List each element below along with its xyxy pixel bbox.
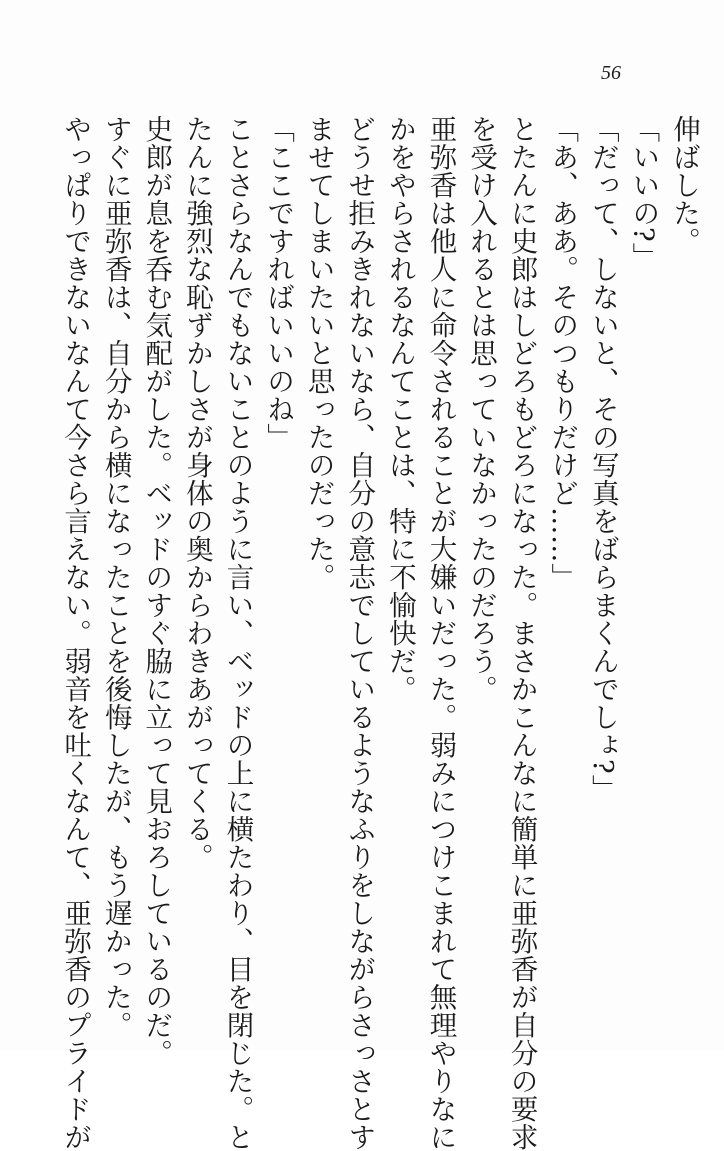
text-line: 伸ばした。	[668, 115, 700, 255]
text-line: ませてしまいたいと思ったのだった。	[302, 115, 335, 591]
text-line: とたんに史郎はしどろもどろになった。まさかこんなに簡単に亜弥香が自分の要求	[505, 115, 538, 1151]
page-number: 56	[601, 62, 621, 84]
text-line: 「だって、しないと、その写真をばらまくんでしょ?」	[586, 115, 619, 803]
vertical-text-body	[55, 115, 705, 1151]
text-line: かをやらされるなんてことは、特に不愉快だ。	[383, 115, 416, 703]
text-line: 「ここですればいいのね」	[262, 115, 295, 451]
text-line: すぐに亜弥香は、自分から横になったことを後悔したが、もう遅かった。	[99, 115, 132, 1039]
text-line: 史郎が息を呑む気配がした。ベッドのすぐ脇に立って見おろしているのだ。	[140, 115, 173, 1067]
text-line: ことさらなんでもないことのように言い、ベッドの上に横たわり、目を閉じた。と	[221, 115, 254, 1151]
text-line: やっぱりできないなんて今さら言えない。弱音を吐くなんて、亜弥香のプライドが	[59, 115, 92, 1151]
text-line: 「いいの?」	[627, 115, 660, 271]
text-line: 「あ、ああ。そのつもりだけど……」	[546, 115, 579, 591]
text-line: どうせ拒みきれないなら、自分の意志でしているようなふりをしながらさっさとす	[343, 115, 376, 1151]
text-line: たんに強烈な恥ずかしさが身体の奥からわきあがってくる。	[180, 115, 213, 871]
text-line: 亜弥香は他人に命令されることが大嫌いだった。弱みにつけこまれて無理やりなに	[424, 115, 457, 1151]
text-line: を受け入れるとは思っていなかったのだろう。	[465, 115, 498, 703]
